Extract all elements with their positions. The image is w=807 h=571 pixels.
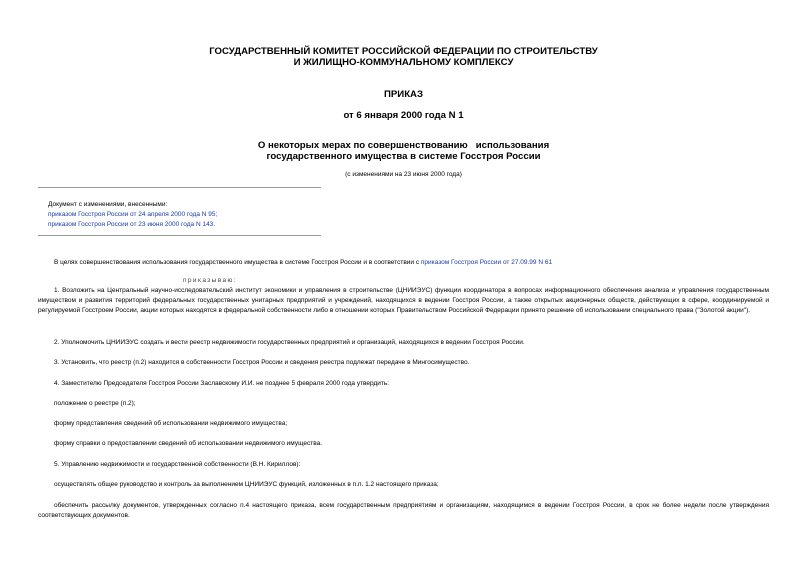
document-date-number: от 6 января 2000 года N 1 xyxy=(343,110,464,121)
paragraph-5-item-1: осуществлять общее руководство и контроль за выполнением ЦНИИЭУС функций, изложенных в п.п. 1.2 настоящего приказа; xyxy=(54,481,439,488)
order-word: приказываю: xyxy=(183,277,238,284)
issuer-line-1: ГОСУДАРСТВЕННЫЙ КОМИТЕТ РОССИЙСКОЙ ФЕДЕРАЦИИ ПО СТРОИТЕЛЬСТВУ xyxy=(209,46,598,57)
document-type: ПРИКАЗ xyxy=(384,89,423,100)
paragraph-1: 1. Возложить на Центральный научно-исследовательский институт экономики и управления в строительстве (ЦНИИЭУС) функции координатора в вопросах информационного обеспечения анализа и управления государственным имуществом и развития территорий федеральных государственных унитарных предприятий и учреждений, находящихся в ведении Госстроя России, а также открытых акционерных обществ, действующих в сфере, координируемой и регулируемой Госстроем России, акции которых находятся в федеральной собственности либо в отношении которых Правительством Российской Федерации принято решение об использовании специального права ("Золотой акции"). xyxy=(38,287,769,314)
paragraph-4-item-2: форму представления сведений об использовании недвижимого имущества; xyxy=(54,420,288,427)
paragraph-4-item-3: форму справки о предоставлении сведений об использовании недвижимого имущества. xyxy=(54,440,323,447)
changes-link-2[interactable]: приказом Госстроя России от 23 июня 2000 года N 143. xyxy=(48,221,216,228)
preamble xyxy=(54,258,552,268)
paragraph-2: 2. Уполномочить ЦНИИЭУС создать и вести реестр недвижимости государственных предприятий и организаций, находящихся в ведении Госстроя России. xyxy=(54,339,525,346)
paragraph-5: 5. Управлению недвижимости и государственной собственности (В.Н. Кириллов): xyxy=(54,461,301,468)
issuer-line-2: И ЖИЛИЩНО-КОММУНАЛЬНОМУ КОМПЛЕКСУ xyxy=(293,57,514,68)
changes-link-1[interactable]: приказом Госстроя России от 24 апреля 2000 года N 95; xyxy=(48,211,218,218)
paragraph-4: 4. Заместителю Председателя Госстроя России Заславскому И.И. не позднее 5 февраля 2000 года утвердить: xyxy=(54,380,390,387)
paragraph-3: 3. Установить, что реестр (п.2) находится в собственности Госстроя России и сведения реестра подлежат передаче в Мингосимущество. xyxy=(54,359,470,366)
document-title-line-1: О некоторых мерах по совершенствованию использования xyxy=(257,140,550,151)
revision-note: (с изменениями на 23 июня 2000 года) xyxy=(345,171,462,178)
paragraph-5-item-2: обеспечить рассылку документов, утвержденных согласно п.4 настоящего приказа, всем государственным предприятиям и организациям, находящимся в ведении Госстроя России, в срок не более недели после утверждения соответствующих документов. xyxy=(38,502,769,519)
changes-intro: Документ с изменениями, внесенными: xyxy=(48,201,168,208)
paragraph-4-item-1: положение о реестре (п.2); xyxy=(54,400,136,407)
preamble-link[interactable]: приказом Госстроя России от 27.09.99 N 61 xyxy=(420,259,553,266)
document-title-line-2: государственного имущества в системе Госстроя России xyxy=(266,151,541,162)
divider-bottom xyxy=(38,235,321,236)
preamble-text: В целях совершенствования использования государственного имущества в системе Госстроя России и в соответствии с xyxy=(54,259,421,266)
divider-top xyxy=(38,187,321,188)
